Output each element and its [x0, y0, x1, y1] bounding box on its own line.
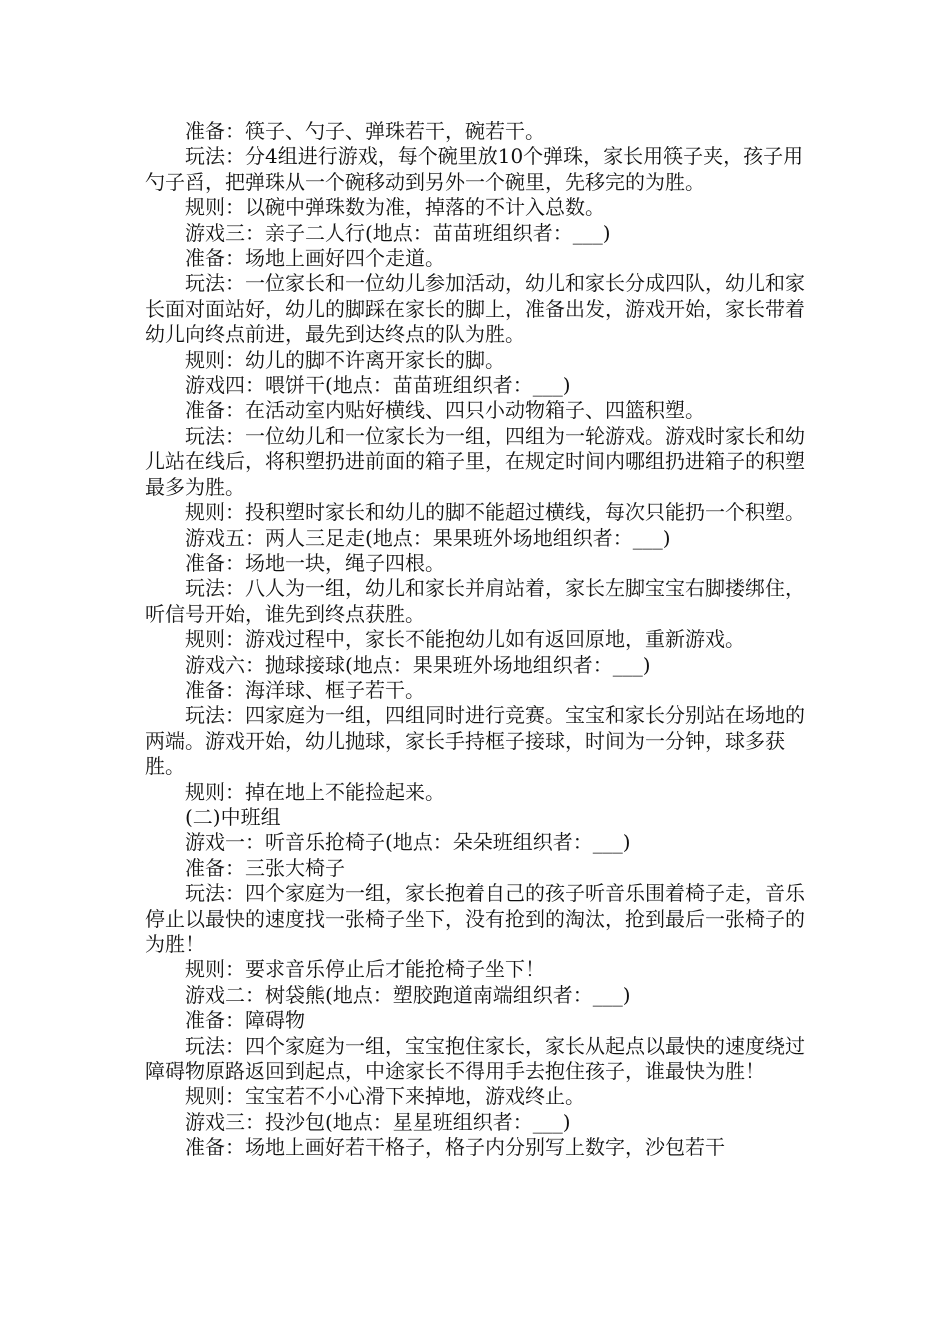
section-heading: 游戏三：投沙包(地点：星星班组织者：___)	[185, 1109, 571, 1134]
section-heading: 游戏六：抛球接球(地点：果果班外场地组织者：___)	[185, 652, 651, 677]
paragraph: 规则：宝宝若不小心滑下来掉地，游戏终止。	[185, 1084, 585, 1109]
paragraph: 玩法：一位家长和一位幼儿参加活动，幼儿和家长分成四队，幼儿和家长面对面站好，幼儿的脚踩在家长的脚上，准备出发，游戏开始，家长带着幼儿向终点前进，最先到达终点的队为胜。	[145, 271, 805, 347]
paragraph: 准备：障碍物	[185, 1008, 305, 1033]
paragraph: 规则：游戏过程中，家长不能抱幼儿如有返回原地，重新游戏。	[185, 627, 745, 652]
section-heading: 游戏二：树袋熊(地点：塑胶跑道南端组织者：___)	[185, 982, 631, 1007]
group-heading: (二)中班组	[185, 804, 281, 829]
paragraph: 规则：要求音乐停止后才能抢椅子坐下！	[185, 957, 545, 982]
paragraph: 玩法：分4组进行游戏，每个碗里放10个弹珠，家长用筷子夹，孩子用勺子舀，把弹珠从一个碗移动到另外一个碗里，先移完的为胜。	[145, 144, 804, 194]
section-heading: 游戏三：亲子二人行(地点：苗苗班组织者：___)	[185, 220, 611, 245]
paragraph: 规则：掉在地上不能捡起来。	[185, 779, 445, 804]
paragraph: 准备：场地上画好若干格子，格子内分别写上数字，沙包若干	[185, 1135, 725, 1160]
paragraph: 准备：筷子、勺子、弹珠若干，碗若干。	[185, 119, 545, 143]
document-body	[145, 119, 810, 1161]
paragraph: 玩法：一位幼儿和一位家长为一组，四组为一轮游戏。游戏时家长和幼儿站在线后，将积塑扔进前面的箱子里，在规定时间内哪组扔进箱子的积塑最多为胜。	[145, 423, 805, 499]
paragraph: 玩法：四个家庭为一组，家长抱着自己的孩子听音乐围着椅子走，音乐停止以最快的速度找一张椅子坐下，没有抢到的淘汰，抢到最后一张椅子的为胜！	[145, 881, 805, 956]
paragraph: 准备：三张大椅子	[185, 855, 345, 880]
section-heading: 游戏四：喂饼干(地点：苗苗班组织者：___)	[185, 373, 571, 398]
paragraph: 规则：以碗中弹珠数为准，掉落的不计入总数。	[185, 195, 605, 220]
paragraph: 规则：幼儿的脚不许离开家长的脚。	[185, 347, 505, 372]
paragraph: 玩法：八人为一组，幼儿和家长并肩站着，家长左脚宝宝右脚搂绑住，听信号开始，谁先到终点获胜。	[145, 576, 805, 626]
section-heading: 游戏一：听音乐抢椅子(地点：朵朵班组织者：___)	[185, 830, 631, 855]
paragraph: 准备：在活动室内贴好横线、四只小动物箱子、四篮积塑。	[185, 398, 705, 423]
paragraph: 准备：海洋球、框子若干。	[185, 677, 425, 702]
paragraph: 规则：投积塑时家长和幼儿的脚不能超过横线，每次只能扔一个积塑。	[185, 500, 805, 525]
paragraph: 准备：场地上画好四个走道。	[185, 246, 445, 271]
paragraph: 准备：场地一块，绳子四根。	[185, 550, 445, 575]
paragraph: 玩法：四家庭为一组，四组同时进行竞赛。宝宝和家长分别站在场地的两端。游戏开始，幼儿抛球，家长手持框子接球，时间为一分钟，球多获胜。	[145, 703, 805, 779]
section-heading: 游戏五：两人三足走(地点：果果班外场地组织者：___)	[185, 525, 671, 550]
paragraph: 玩法：四个家庭为一组，宝宝抱住家长，家长从起点以最快的速度绕过障碍物原路返回到起点，中途家长不得用手去抱住孩子，谁最快为胜！	[145, 1033, 805, 1084]
